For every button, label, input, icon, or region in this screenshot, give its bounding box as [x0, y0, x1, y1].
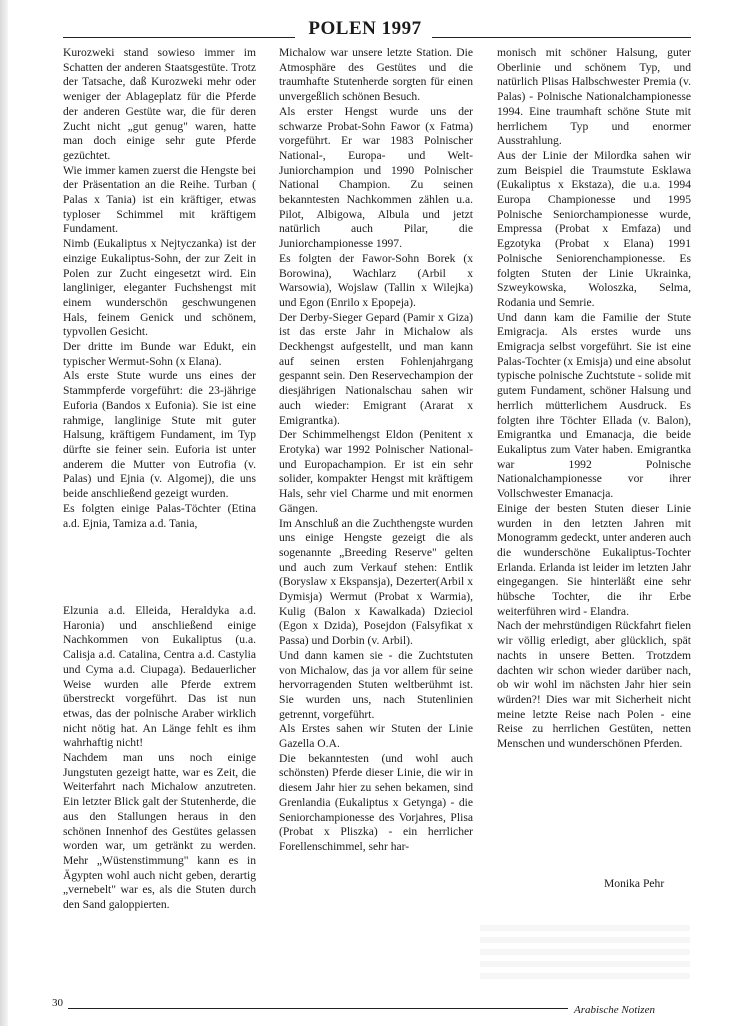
paragraph: Als Erstes sahen wir Stuten der Linie Gazella O.A. [279, 722, 473, 751]
paragraph: Als erster Hengst wurde uns der schwarze Probat-Sohn Fawor (x Fatma) vorgeführt. Er war 1983 Polnischer National-, Europa- und Welt-Juniorchampion und 1990 Polnischer National Champion. Zu seinen bekanntesten Nachkommen zählen u.a. Pilot, Albigowa, Albula und jetzt natürlich auch Pilar, die Juniorchampionesse 1997. [279, 104, 473, 251]
page-edge [0, 0, 8, 1026]
paragraph: Und dann kam die Familie der Stute Emigracja. Als erstes wurde uns Emigracja selbst vorgeführt. Sie ist eine Palas-Tochter (x Emisja) und eine absolut typische polnische Zuchtstute - solide mit gutem Fundament, schöner Halsung und herrlich mütterlichem Ausdruck. Es folgten ihre Töchter Ellada (v. Balon), Emigrantka und Emanacja, die beide Eukaliptus zum Vater haben. Emigrantka war 1992 Polnische Nationalchampionesse vor ihrer Vollschwester Emanacja. [497, 310, 691, 501]
paragraph: Nimb (Eukaliptus x Nejtyczanka) ist der einzige Eukaliptus-Sohn, der zur Zeit in Polen zur Zucht eingesetzt wird. Ein langliniger, eleganter Fuchshengst mit einem wunderschön geschwungenen Hals, feinem Genick und schönem, typvollen Gesicht. [63, 237, 256, 339]
author-signature: Monika Pehr [604, 877, 665, 890]
paragraph: Es folgten der Fawor-Sohn Borek (x Borowina), Wachlarz (Arbil x Warsowia), Wojslaw (Tallin x Wilejka) und Egon (Enrilo x Epopeja). [279, 251, 473, 309]
footer-rule [68, 1008, 568, 1009]
column-1-upper [63, 46, 256, 531]
paragraph: Als erste Stute wurde uns eines der Stammpferde vorgeführt: die 23-jährige Euforia (Bandos x Eufonia). Sie ist eine rahmige, langlinige Stute mit guter Halsung, kräftigem Fundament, im Typ dürfte sie feiner sein. Euforia ist unter anderem die Mutter von Eutrofia (v. Palas) und Ejnia (v. Algomej), die uns beide anschließend gezeigt wurden. [63, 369, 256, 501]
publication-name: Arabische Notizen [574, 1004, 655, 1016]
paragraph: Kurozweki stand sowieso immer im Schatten der anderen Staatsgestüte. Trotz der Tatsache, daß Kurozweki mehr oder weniger der Ablageplatz für die Pferde der anderen Gestüte war, die für deren Zucht nicht „gut genug" waren, hatte man doch einige sehr gute Pferde gezüchtet. [63, 46, 256, 162]
column-1-lower [63, 604, 256, 913]
paragraph: Wie immer kamen zuerst die Hengste bei der Präsentation an die Reihe. Turban ( Palas x Tania) ist ein kräftiger, etwas typloser Schimmel mit kräftigem Fundament. [63, 163, 256, 236]
paragraph: Nach der mehrstündigen Rückfahrt fielen wir völlig erledigt, aber glücklich, spät nachts in unsere Betten. Trotzdem dachten wir schon wieder darüber nach, ob wir wohl im nächsten Jahr hier sein würden?! Dies war mit Sicherheit nicht meine letzte Reise nach Polen - eine Reise zu herrlichen Gestüten, netten Menschen und wunderschönen Pferden. [497, 619, 691, 751]
page-title: POLEN 1997 [308, 18, 422, 39]
bleed-through-shadow [480, 925, 690, 985]
column-3 [497, 46, 691, 752]
paragraph: Nachdem man uns noch einige Jungstuten gezeigt hatte, war es Zeit, die Weiterfahrt nach Michalow anzutreten. Ein letzter Blick galt der Stutenherde, die aus den Stallungen heraus in den schönen Innenhof des Gestütes gelassen worden war, um getränkt zu werden. Mehr „Wüstenstimmung" kann es in Ägypten wohl auch nicht geben, derartig „vernebelt" war es, als die Stuten durch den Sand galoppierten. [63, 751, 256, 912]
paragraph: Im Anschluß an die Zuchthengste wurden uns einige Hengste gezeigt die als sogenannte „Breeding Reserve" gelten und auch zum Verkauf stehen: Entlik (Boryslaw x Ekspansja), Dezerter(Arbil x Dymisja) Wermut (Probat x Warmia), Kulig (Balon x Kawalkada) Dzieciol (Egon x Dzida), Posejdon (Falsyfikat x Passa) und Dorbin (v. Arbil). [279, 516, 473, 648]
paragraph: Und dann kamen sie - die Zuchtstuten von Michalow, das ja vor allem für seine hervorragenden Stuten weltberühmt ist. Sie wurden uns, nach Stutenlinien getrennt, vorgeführt. [279, 648, 473, 721]
paragraph: Einige der besten Stuten dieser Linie wurden in den letzten Jahren mit Monogramm gedeckt, unter anderen auch die wunderschöne Eukaliptus-Tochter Erlanda. Erlanda ist leider im letzten Jahr eingegangen. Sie hinterläßt eine sehr hübsche Tochter, die ihr Erbe weiterführen wird - Elandra. [497, 501, 691, 618]
paragraph: Der Derby-Sieger Gepard (Pamir x Giza) ist das erste Jahr in Michalow als Deckhengst aufgestellt, und man kann auf seinen ersten Fohlenjahrgang gespannt sein. Den Reservechampion der diesjährigen Nationalschau sahen wir auch wieder: Emigrant (Ararat x Emigrantka). [279, 310, 473, 427]
paragraph: Die bekanntesten (und wohl auch schönsten) Pferde dieser Linie, die wir in diesem Jahr hier zu sehen bekamen, sind Grenlandia (Eukaliptus x Getynga) - die Seniorchampionesse des Vorjahres, Plisa (Probat x Pliszka) - ein herrlicher Forellenschimmel, sehr har- [279, 751, 473, 853]
paragraph: monisch mit schöner Halsung, guter Oberlinie und schönem Typ, und natürlich Plisas Halbschwester Premia (v. Palas) - Polnische Nationalchampionesse 1994. Eine traumhaft schöne Stute mit herrlichem Typ und enormer Ausstrahlung. [497, 46, 691, 148]
paragraph: Der Schimmelhengst Eldon (Penitent x Erotyka) war 1992 Polnischer National- und Europachampion. Er ist ein sehr solider, kompakter Hengst mit kräftigem Hals, sehr viel Charme und mit enormen Gängen. [279, 428, 473, 515]
page-number: 30 [52, 997, 63, 1009]
header-rule-right [432, 37, 691, 38]
paragraph: Aus der Linie der Milordka sahen wir zum Beispiel die Traumstute Esklawa (Eukaliptus x Ekstaza), die u.a. 1994 Europa Championesse und 1995 Polnische Seniorchampionesse wurde, Empressa (Probat x Emfaza) und Egzotyka (Probat x Elana) 1991 Polnische Seniorenchampionesse. Es folgten Stuten der Linie Ukrainka, Szweykowska, Woloszka, Selma, Rodania und Semrie. [497, 148, 691, 309]
paragraph: Es folgten einige Palas-Töchter (Etina a.d. Ejnia, Tamiza a.d. Tania, [63, 501, 256, 530]
paragraph: Elzunia a.d. Elleida, Heraldyka a.d. Haronia) und anschließend einige Nachkommen von Eukaliptus (u.a. Calisja a.d. Catalina, Centra a.d. Castylia und Cyma a.d. Ciupaga). Bedauerlicher Weise wurden alle Pferde extrem überstreckt vorgeführt. Das ist nun etwas, das der polnische Araber wirklich nicht nötig hat. An Länge fehlt es ihm wahrhaftig nicht! [63, 604, 256, 750]
paragraph: Der dritte im Bunde war Edukt, ein typischer Wermut-Sohn (x Elana). [63, 340, 256, 368]
paragraph: Michalow war unsere letzte Station. Die Atmosphäre des Gestütes und die traumhafte Stutenherde sorgten für einen unvergeßlich schönen Besuch. [279, 46, 473, 104]
column-2 [279, 46, 473, 855]
